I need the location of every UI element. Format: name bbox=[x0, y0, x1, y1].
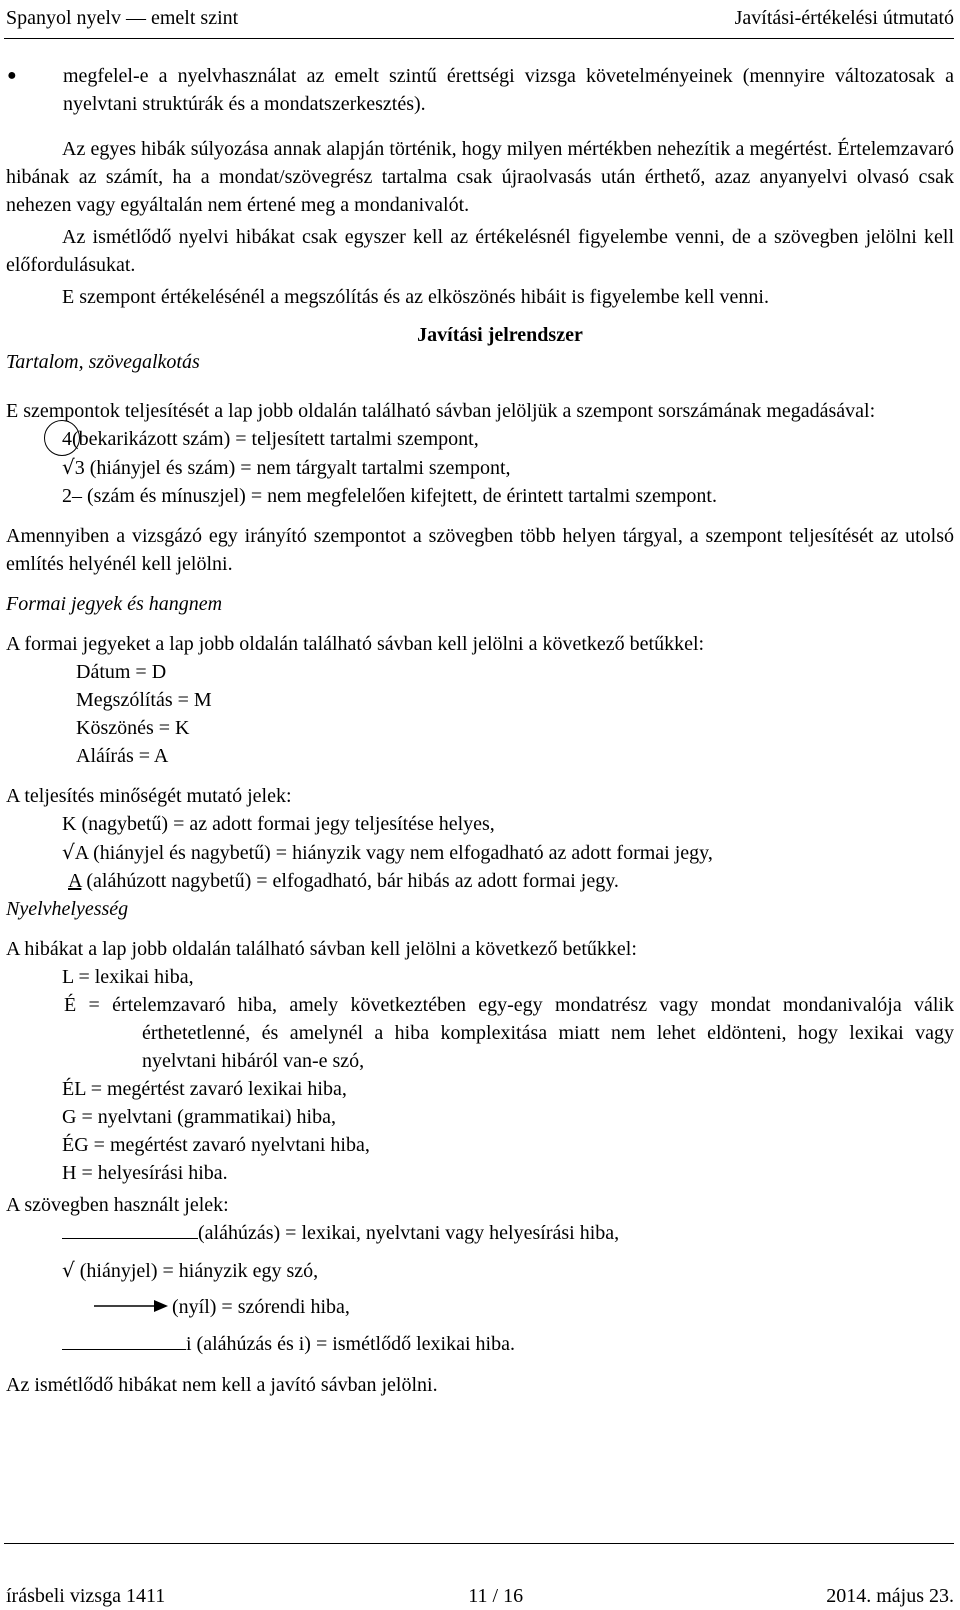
content-marks-list bbox=[6, 425, 954, 510]
footer-date: 2014. május 23. bbox=[826, 1585, 954, 1607]
paragraph-greeting: E szempont értékelésénél a megszólítás és az elköszönés hibáit is figyelembe kell venni. bbox=[62, 286, 769, 308]
quality-acceptable-text: (aláhúzott nagybetű) = elfogadható, bár hibás az adott formai jegy. bbox=[81, 870, 619, 892]
sign-underline-text: (aláhúzás) = lexikai, nyelvtani vagy helyesírási hiba, bbox=[198, 1222, 620, 1244]
letter-salutation: Megszólítás = M bbox=[76, 689, 212, 711]
bullet-text: megfelel-e a nyelvhasználat az emelt szintű érettségi vizsga követelményeinek (mennyire változatosak a nyelvtani struktúrák és a mondatszerkesztés). bbox=[63, 65, 954, 115]
sign-underline bbox=[62, 1219, 954, 1256]
header-doc-type: Javítási-értékelési útmutató bbox=[734, 7, 954, 29]
quality-missing-text: A (hiányjel és nagybetű) = hiányzik vagy nem elfogadható az adott formai jegy, bbox=[74, 842, 713, 864]
subsection-language-title: Nyelvhelyesség bbox=[6, 898, 129, 920]
paragraph-repeated-errors: Az ismétlődő nyelvi hibákat csak egyszer kell az értékelésnél figyelembe venni, de a szövegben jelölni kell előfordulásukat. bbox=[6, 226, 954, 276]
subsection-form-title: Formai jegyek és hangnem bbox=[6, 593, 223, 615]
underline-sample bbox=[62, 1331, 186, 1350]
page-number: 11 / 16 bbox=[468, 1585, 524, 1607]
form-letters-list bbox=[6, 658, 954, 770]
mark-missing bbox=[62, 453, 954, 482]
letter-signature: Aláírás = A bbox=[76, 745, 169, 767]
sign-arrow bbox=[62, 1293, 954, 1330]
signs-list bbox=[6, 1219, 954, 1367]
content-intro: E szempontok teljesítését a lap jobb oldalán található sávban jelöljük a szempont sorszámának megadásával: bbox=[6, 400, 876, 422]
sign-missing-text: (hiányjel) = hiányzik egy szó, bbox=[74, 1260, 319, 1282]
error-grammar-meaning: ÉG = megértést zavaró nyelvtani hiba, bbox=[62, 1134, 370, 1156]
form-intro: A formai jegyeket a lap jobb oldalán található sávban kell jelölni a következő betűkkel: bbox=[6, 633, 705, 655]
quality-acceptable bbox=[62, 867, 954, 895]
sign-repeat-text: i (aláhúzás és i) = ismétlődő lexikai hiba. bbox=[186, 1333, 515, 1355]
page-footer bbox=[6, 1582, 954, 1610]
missing-mark-icon: √ bbox=[62, 455, 75, 479]
error-grammar: G = nyelvtani (grammatikai) hiba, bbox=[62, 1106, 336, 1128]
paragraph-weighting: Az egyes hibák súlyozása annak alapján történik, hogy milyen mértékben nehezítik a megértést. Értelemzavaró hibának az számít, ha a mondat/szövegrész tartalma csak újraolvasás után érthető, azaz anyanyelvi olvasó csak nehezen vagy egyáltalán nem értené meg a mondanivalót. bbox=[6, 138, 954, 216]
quality-intro: A teljesítés minőségét mutató jelek: bbox=[6, 785, 292, 807]
content-paragraph: Amennyiben a vizsgázó egy irányító szempontot a szövegben több helyen tárgyal, a szempont teljesítését az utolsó említés helyénél kell jelölni. bbox=[6, 525, 954, 575]
error-lexical: L = lexikai hiba, bbox=[62, 966, 194, 988]
sign-repeat bbox=[62, 1330, 954, 1367]
footer-exam: írásbeli vizsga 1411 bbox=[6, 1585, 166, 1607]
underline-sample bbox=[62, 1220, 198, 1239]
bullet-item bbox=[6, 62, 954, 118]
missing-mark-icon: √ bbox=[62, 1258, 75, 1282]
quality-missing bbox=[62, 838, 954, 867]
circled-number: 4 bbox=[62, 425, 72, 453]
quality-correct: K (nagybetű) = az adott formai jegy teljesítése helyes, bbox=[62, 813, 495, 835]
error-codes-list bbox=[6, 963, 954, 1187]
page-body bbox=[6, 62, 954, 1399]
page-header bbox=[6, 4, 954, 36]
error-lexical-meaning: ÉL = megértést zavaró lexikai hiba, bbox=[62, 1078, 347, 1100]
mark-missing-text: 3 (hiányjel és szám) = nem tárgyalt tartalmi szempont, bbox=[74, 457, 511, 479]
footer-rule bbox=[4, 1543, 954, 1544]
mark-minus: 2– (szám és mínuszjel) = nem megfelelően kifejtett, de érintett tartalmi szempont. bbox=[62, 485, 717, 507]
quality-list bbox=[6, 810, 954, 895]
mark-circled-text: (bekarikázott szám) = teljesített tartalmi szempont, bbox=[72, 428, 479, 450]
underlined-letter: A bbox=[68, 870, 82, 892]
error-spelling: H = helyesírási hiba. bbox=[62, 1162, 228, 1184]
letter-date: Dátum = D bbox=[76, 661, 167, 683]
language-intro: A hibákat a lap jobb oldalán található sávban kell jelölni a következő betűkkel: bbox=[6, 938, 637, 960]
missing-mark-icon: √ bbox=[62, 840, 75, 864]
section-title: Javítási jelrendszer bbox=[417, 324, 583, 346]
error-meaning: É = értelemzavaró hiba, amely következtében egy-egy mondatrész vagy mondat mondanivalója válik érthetetlenné, és amelynél a hiba komplexitása miatt nem lehet eldönteni, hogy lexikai vagy nyelvtani hibáról van-e szó, bbox=[64, 994, 954, 1072]
arrow-icon bbox=[94, 1296, 168, 1316]
mark-circled bbox=[62, 425, 954, 453]
header-rule bbox=[4, 38, 954, 39]
letter-greeting: Köszönés = K bbox=[76, 717, 190, 739]
signs-intro: A szövegben használt jelek: bbox=[6, 1194, 229, 1216]
bullet-icon: ● bbox=[7, 67, 17, 84]
sign-missing bbox=[62, 1256, 954, 1293]
subsection-content-title: Tartalom, szövegalkotás bbox=[6, 351, 200, 373]
sign-arrow-text: (nyíl) = szórendi hiba, bbox=[172, 1296, 350, 1318]
closing-note: Az ismétlődő hibákat nem kell a javító sávban jelölni. bbox=[6, 1374, 438, 1396]
header-subject: Spanyol nyelv — emelt szint bbox=[6, 7, 239, 29]
